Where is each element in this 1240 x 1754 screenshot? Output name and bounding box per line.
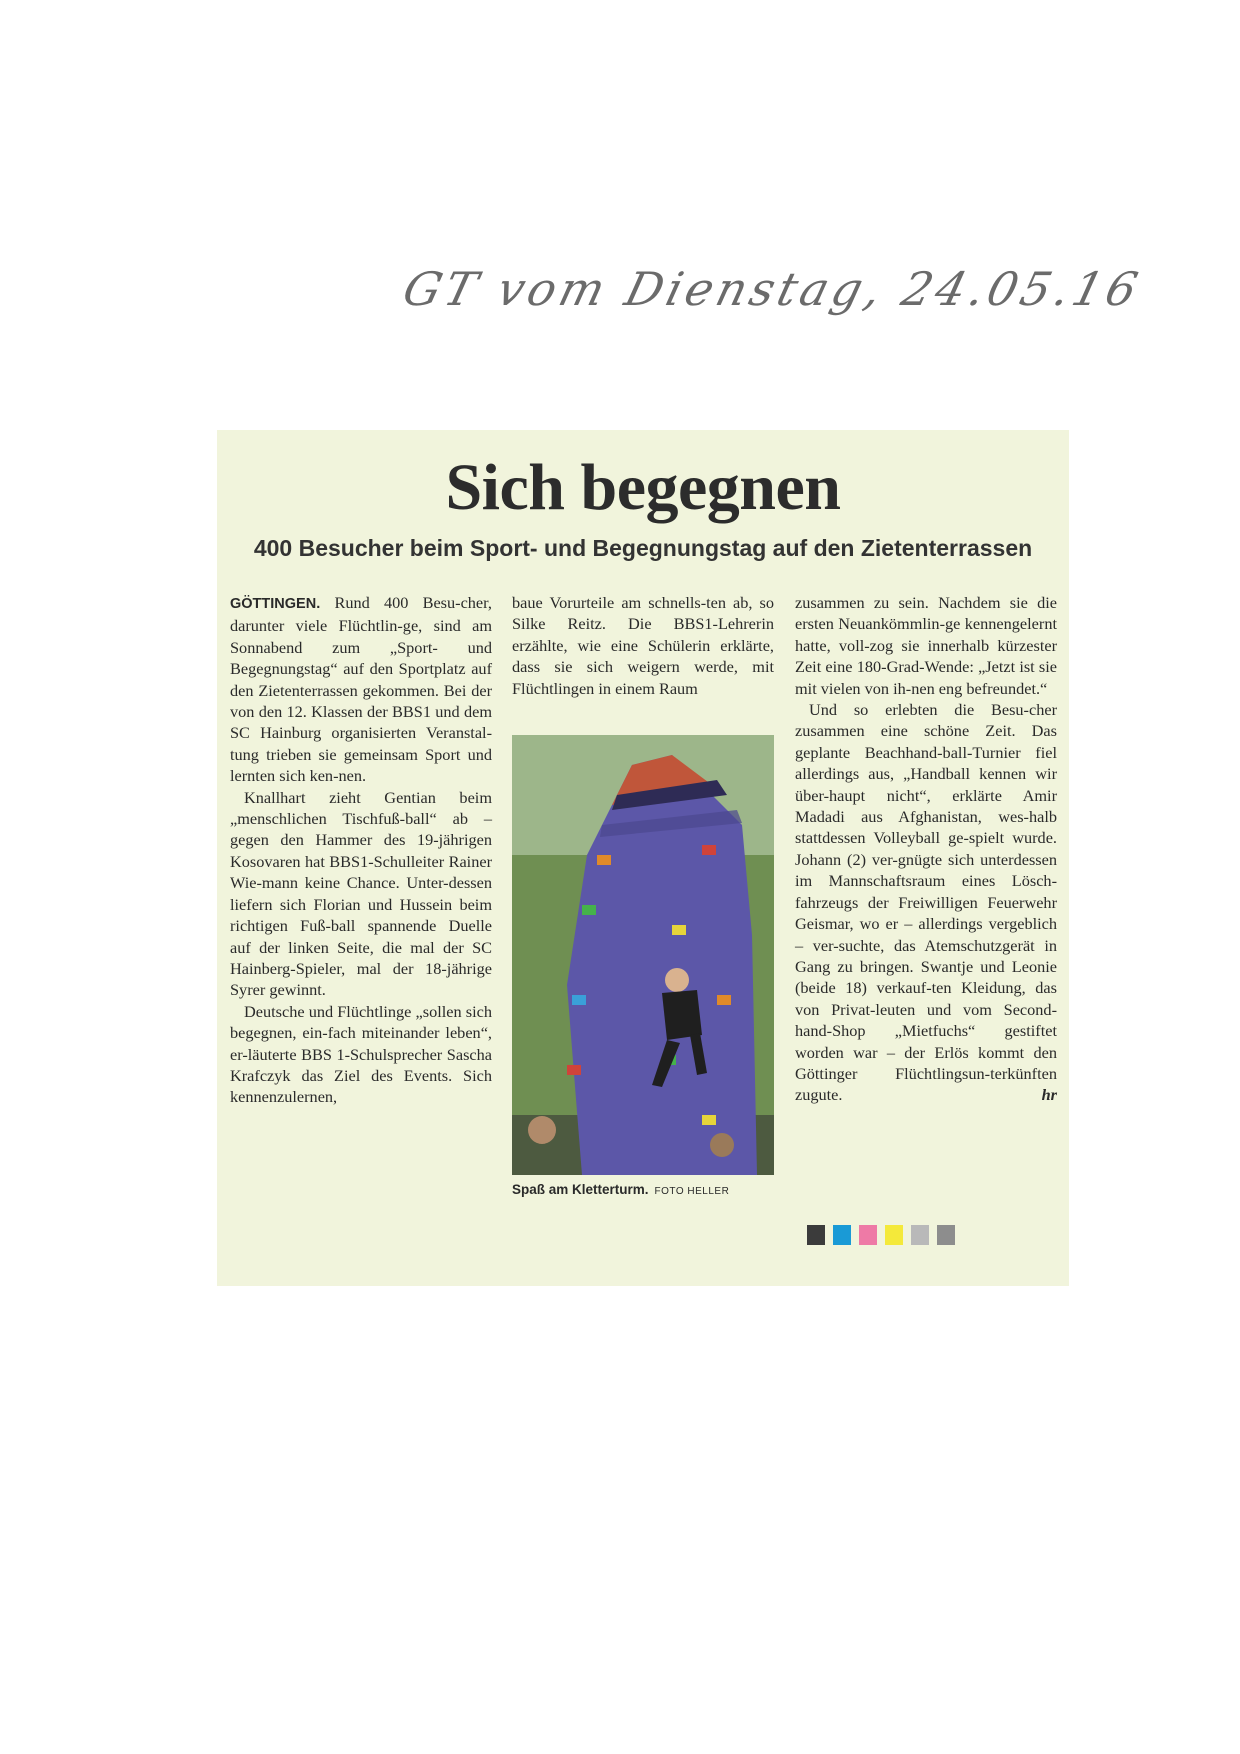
photo-illustration bbox=[512, 735, 774, 1175]
paragraph: Knallhart zieht Gentian beim „menschlichen Tischfuß-ball“ ab – gegen den Hammer des 19-jährigen Kosovaren hat BBS1-Schulleiter Rainer Wie-mann keine Chance. Unter-dessen liefern sich Florian und Hussein beim richtigen Fuß-ball spannende Duelle auf der linken Seite, die mal der SC Hainberg-Spieler, mal der 18-jährige Syrer gewinnt. bbox=[230, 787, 492, 1000]
paragraph: baue Vorurteile am schnells-ten ab, so Silke Reitz. Die BBS1-Lehrerin erzählte, wie eine Schülerin erklärte, dass sie sich weigern werde, mit Flüchtlingen in einem Raum bbox=[512, 593, 774, 698]
headline: Sich begegnen bbox=[445, 451, 841, 524]
print-color-swatches bbox=[807, 1225, 955, 1247]
paragraph: Deutsche und Flüchtlinge „sollen sich begegnen, ein-fach miteinander leben“, er-läuterte BBS 1-Schulsprecher Sascha Krafczyk das Ziel des Events. Sich kennenzulernen, bbox=[230, 1001, 492, 1107]
article-column-2 bbox=[512, 592, 774, 699]
color-swatch bbox=[911, 1225, 929, 1245]
article-column-1 bbox=[230, 592, 492, 1108]
paragraph: zusammen zu sein. Nachdem sie die ersten Neuankömmlin-ge kennengelernt hatte, voll-zog sie innerhalb kürzester Zeit eine 180-Grad-Wende: „Jetzt ist sie mit vielen von ih-nen eng befreundet.“ bbox=[795, 593, 1057, 698]
photo-caption bbox=[512, 1182, 774, 1197]
author-signature: hr bbox=[1041, 1085, 1057, 1105]
color-swatch bbox=[833, 1225, 851, 1245]
article-column-3 bbox=[795, 592, 1057, 1106]
paragraph-text: Rund 400 Besu-cher, darunter viele Flüchtlin-ge, sind am Sonnabend zum „Sport- und Begegnungstag“ auf den Sportplatz auf den Zietenterrassen gekommen. Bei der von den 12. Klassen der BBS1 und dem SC Hainburg organisierten Veranstal-tung trieben sie gemeinsam Sport und lernten sich ken-nen. bbox=[230, 593, 492, 786]
color-swatch bbox=[885, 1225, 903, 1245]
color-swatch bbox=[859, 1225, 877, 1245]
color-swatch bbox=[937, 1225, 955, 1245]
handwritten-date-note: GT vom Dienstag, 24.05.16 bbox=[397, 262, 1147, 316]
color-swatch bbox=[807, 1225, 825, 1245]
dateline: GÖTTINGEN. bbox=[230, 596, 321, 612]
caption-text: Spaß am Kletterturm. bbox=[512, 1182, 649, 1197]
paragraph bbox=[230, 592, 492, 787]
paragraph-text: Und so erlebten die Besu-cher zusammen eine schöne Zeit. Das geplante Beachhand-ball-Turnier fiel allerdings aus, „Handball kennen wir über-haupt nicht“, erklärte Amir Madadi aus Afghanistan, wes-halb stattdessen Volleyball ge-spielt wurde. Johann (2) ver-gnügte sich unterdessen im Mannschaftsraum eines Lösch-fahrzeugs der Freiwilligen Feuerwehr Geismar, wo er – allerdings vergeblich – ver-suchte, das Atemschutzgerät in Gang zu bringen. Swantje und Leonie (beide 18) verkauf-ten Kleidung, das von Privat-leuten und vom Second-hand-Shop „Mietfuchs“ gestiftet worden war – der Erlös kommt den Göttinger Flüchtlingsun-terkünften zugute. bbox=[795, 700, 1057, 1105]
paragraph bbox=[795, 699, 1057, 1106]
photo-credit: FOTO HELLER bbox=[654, 1186, 730, 1197]
subheadline: 400 Besucher beim Sport- und Begegnungstag auf den Zietenterrassen bbox=[253, 535, 1033, 561]
climbing-tower-photo bbox=[512, 735, 774, 1175]
newspaper-clipping bbox=[217, 430, 1069, 1286]
